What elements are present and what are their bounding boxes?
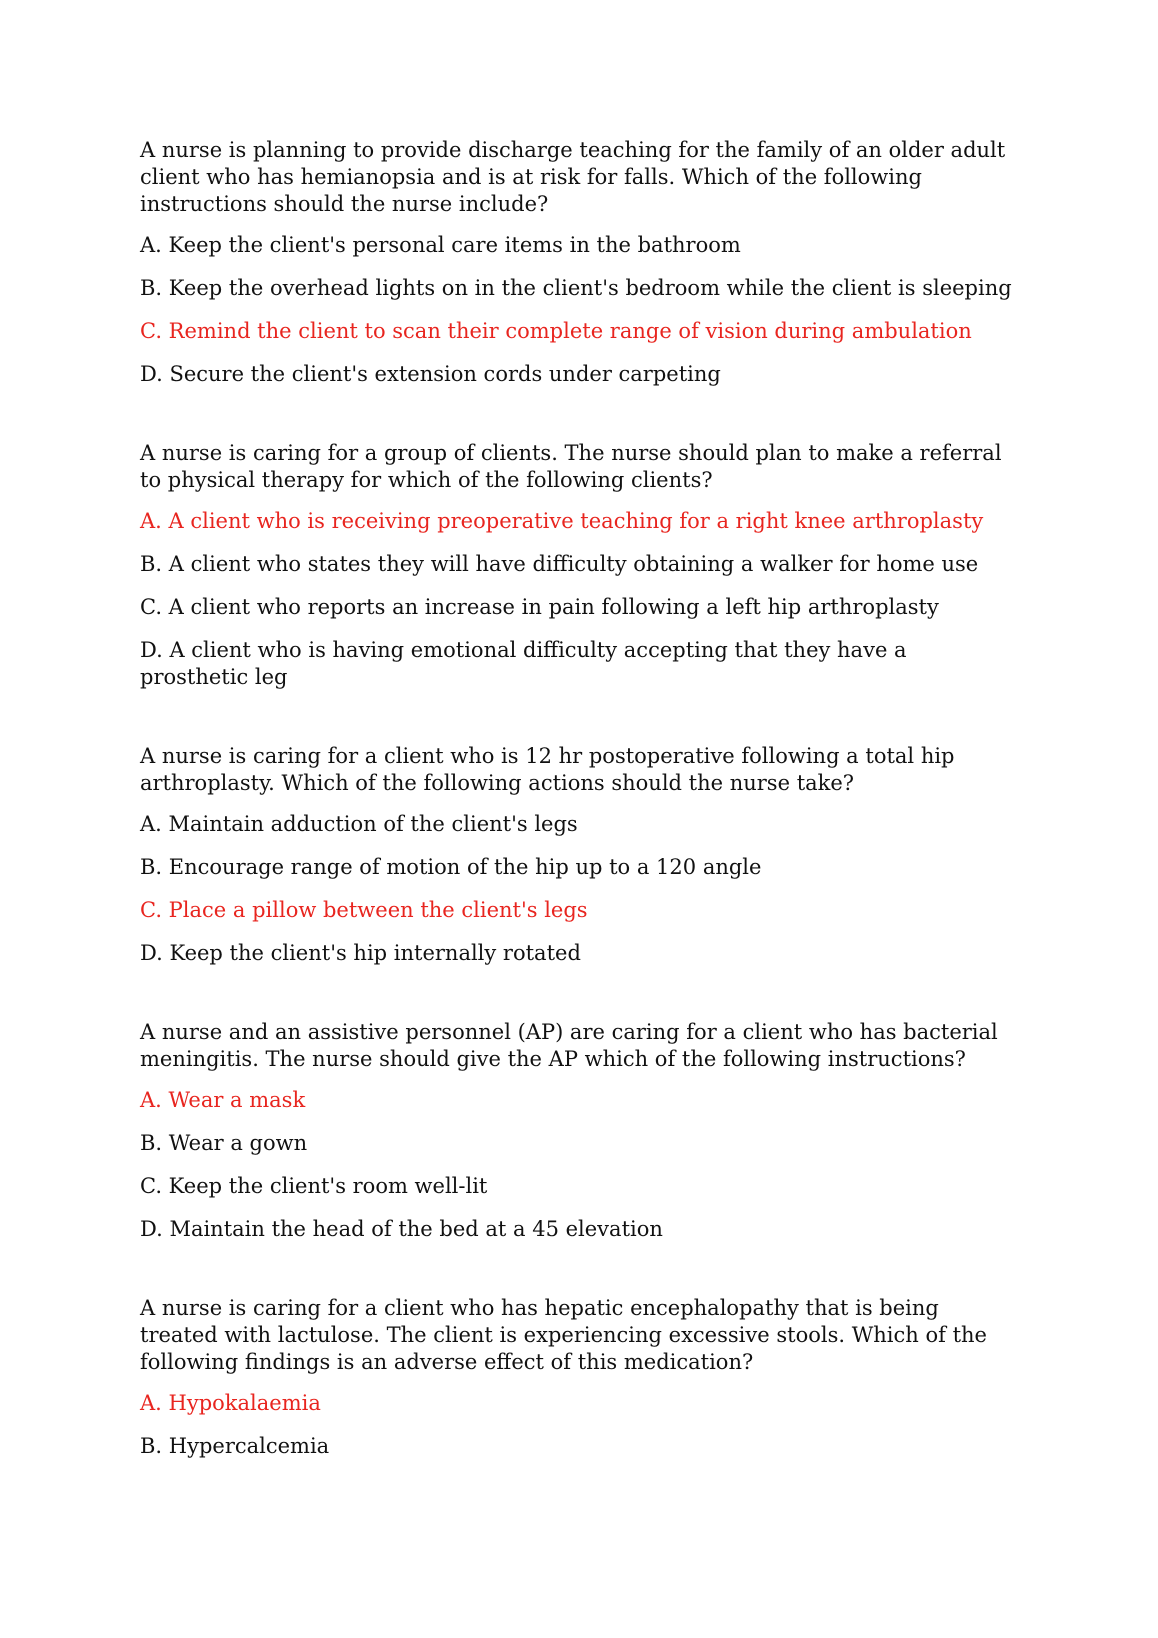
option-a-correct: A. A client who is receiving preoperative teaching for a right knee arthroplasty bbox=[140, 509, 984, 533]
option-b: B. Keep the overhead lights on in the client's bedroom while the client is sleeping bbox=[140, 276, 1012, 300]
option-b: B. Wear a gown bbox=[140, 1131, 308, 1155]
question-5 bbox=[140, 1295, 1020, 1460]
option-d: D. A client who is having emotional difficulty accepting that they have a prosthetic leg bbox=[140, 638, 907, 689]
question-4 bbox=[140, 1019, 1020, 1243]
question-text: A nurse is planning to provide discharge teaching for the family of an older adult client who has hemianopsia and is at risk for falls. Which of the following instructions should the nurse include? bbox=[140, 138, 1006, 216]
question-text: A nurse is caring for a client who has hepatic encephalopathy that is being treated with lactulose. The client is experiencing excessive stools. Which of the following findings is an adverse effect of this medication? bbox=[140, 1296, 987, 1374]
option-a-correct: A. Hypokalaemia bbox=[140, 1391, 321, 1415]
question-text: A nurse is caring for a client who is 12 hr postoperative following a total hip arthroplasty. Which of the following actions should the nurse take? bbox=[140, 744, 955, 795]
question-2 bbox=[140, 440, 1020, 691]
option-c-correct: C. Remind the client to scan their complete range of vision during ambulation bbox=[140, 319, 972, 343]
option-a-correct: A. Wear a mask bbox=[140, 1088, 306, 1112]
option-b: B. Hypercalcemia bbox=[140, 1434, 330, 1458]
option-d: D. Secure the client's extension cords under carpeting bbox=[140, 362, 721, 386]
option-c: C. Keep the client's room well-lit bbox=[140, 1174, 488, 1198]
option-b: B. A client who states they will have difficulty obtaining a walker for home use bbox=[140, 552, 979, 576]
option-c-correct: C. Place a pillow between the client's legs bbox=[140, 898, 588, 922]
question-1 bbox=[140, 137, 1020, 388]
option-b: B. Encourage range of motion of the hip up to a 120 angle bbox=[140, 855, 762, 879]
question-text: A nurse and an assistive personnel (AP) are caring for a client who has bacterial meningitis. The nurse should give the AP which of the following instructions? bbox=[140, 1020, 998, 1071]
question-text: A nurse is caring for a group of clients. The nurse should plan to make a referral to physical therapy for which of the following clients? bbox=[140, 441, 1002, 492]
option-a: A. Maintain adduction of the client's legs bbox=[140, 812, 578, 836]
option-d: D. Keep the client's hip internally rotated bbox=[140, 941, 581, 965]
document-page bbox=[140, 137, 1020, 1512]
option-d: D. Maintain the head of the bed at a 45 elevation bbox=[140, 1217, 663, 1241]
question-3 bbox=[140, 743, 1020, 967]
option-a: A. Keep the client's personal care items in the bathroom bbox=[140, 233, 741, 257]
option-c: C. A client who reports an increase in pain following a left hip arthroplasty bbox=[140, 595, 939, 619]
